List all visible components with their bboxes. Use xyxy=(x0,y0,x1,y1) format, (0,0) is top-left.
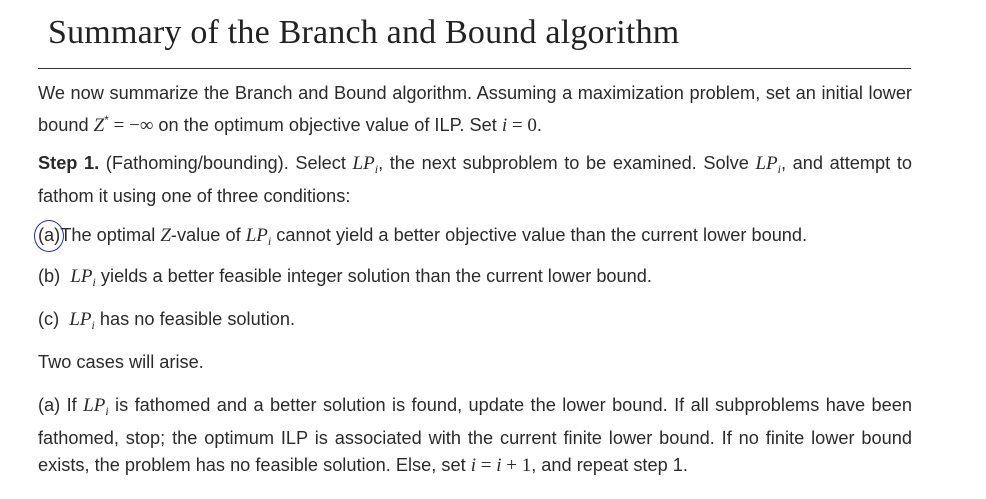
condition-b xyxy=(38,263,912,296)
title-divider xyxy=(38,68,911,69)
step1-label: Step 1. xyxy=(38,153,100,173)
math-subscript-i: i xyxy=(105,404,109,418)
case-a-text: is fathomed and a better solution is found, update the lower bound. If all subproblems have been fathomed, stop; the optimum ILP is associated with the current finite lower bound. If no finite lower bound exists, the problem has no feasible solution. Else, set xyxy=(38,395,912,475)
math-i: i xyxy=(470,455,476,476)
condition-b-label: (b) xyxy=(38,266,61,286)
condition-c xyxy=(38,306,912,339)
math-subscript-i: i xyxy=(374,162,379,176)
intro-paragraph xyxy=(38,80,912,139)
page-title: Summary of the Branch and Bound algorithm xyxy=(48,14,680,51)
condition-a-text-3: cannot yield a better objective value than the current lower bound. xyxy=(271,225,808,245)
math-eq: = xyxy=(475,455,497,476)
math-eq-zero: = 0 xyxy=(507,115,537,136)
math-LP: LP xyxy=(70,266,93,287)
math-LP: LP xyxy=(352,153,375,174)
math-subscript-i: i xyxy=(91,318,95,332)
condition-c-text: has no feasible solution. xyxy=(94,309,296,329)
condition-b-text: yields a better feasible integer solution than the current lower bound. xyxy=(95,266,652,286)
math-LP: LP xyxy=(83,395,106,416)
math-star: * xyxy=(104,113,109,127)
math-subscript-i: i xyxy=(267,234,272,248)
condition-c-label: (c) xyxy=(38,309,60,329)
math-Z: Z xyxy=(160,225,171,246)
case-a-text-2: , and repeat step 1. xyxy=(531,455,688,475)
case-a-label: (a) If xyxy=(38,395,84,415)
math-subscript-i: i xyxy=(92,275,96,289)
math-Z: Z xyxy=(93,115,105,136)
step1-paragraph xyxy=(38,150,912,210)
math-subscript-i: i xyxy=(777,162,781,176)
condition-a-text: The optimal xyxy=(60,225,161,245)
step1-text: (Fathoming/bounding). Select xyxy=(99,153,353,173)
intro-text: We now summarize the Branch and Bound algorithm. Assuming a maximization problem, set an initial lower bound xyxy=(38,83,912,135)
math-LP: LP xyxy=(69,309,92,330)
math-LP: LP xyxy=(755,153,778,174)
intro-text-2: on the optimum objective value of ILP. Set xyxy=(153,115,502,135)
math-neg-infinity: = −∞ xyxy=(108,115,154,136)
cases-intro: Two cases will arise. xyxy=(38,352,204,372)
math-plus-one: + 1 xyxy=(501,455,532,476)
intro-end: . xyxy=(536,115,542,135)
condition-a xyxy=(38,222,912,255)
condition-a-text-2: -value of xyxy=(170,225,246,245)
condition-a-label: (a) xyxy=(38,225,61,245)
case-a-paragraph xyxy=(38,392,912,479)
math-i: i xyxy=(501,115,508,136)
step1-text-3: , and attempt to fathom it using one of three conditions: xyxy=(38,153,912,206)
step1-text-2: , the next subproblem to be examined. Solve xyxy=(378,153,756,173)
math-i: i xyxy=(496,455,502,476)
math-LP: LP xyxy=(245,225,268,246)
